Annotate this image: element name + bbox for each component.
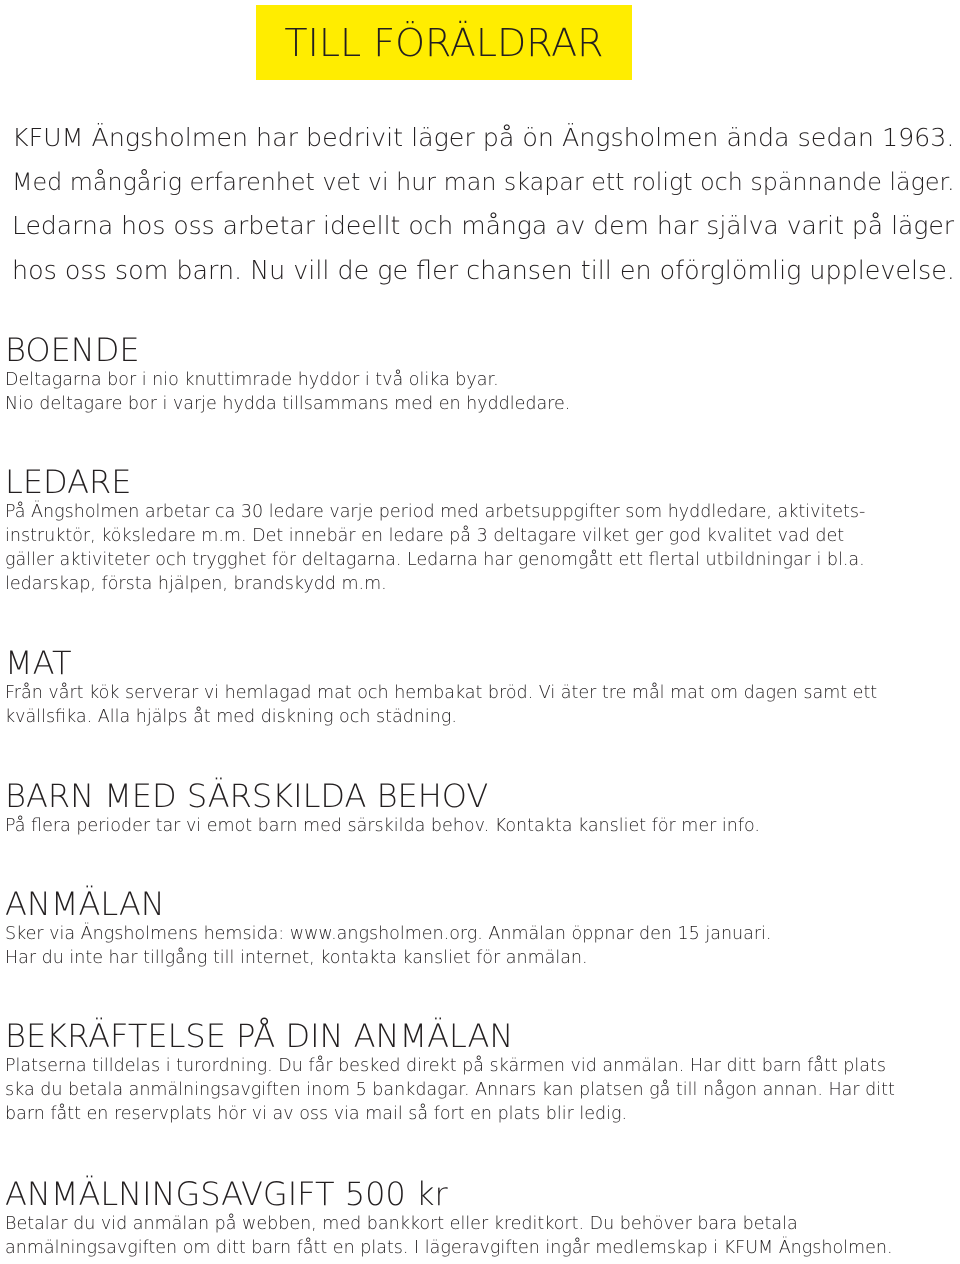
intro-line: Med mångårig erfarenhet vet vi hur man skapar ett roligt och spännande läger. [12, 168, 955, 196]
body-line: instruktör, köksledare m.m. Det innebär en ledare på 3 deltagare vilket ger god kvalitet vad det [5, 526, 845, 546]
body-line: Betalar du vid anmälan på webben, med bankkort eller kreditkort. Du behöver bara betala [5, 1214, 798, 1234]
title-banner [256, 5, 632, 80]
section-body [5, 681, 955, 729]
body-line: kvällsfika. Alla hjälps åt med diskning och städning. [5, 707, 457, 727]
body-line: På Ängsholmen arbetar ca 30 ledare varje period med arbetsuppgifter som hyddledare, aktivitets- [5, 502, 866, 522]
section-body [5, 368, 955, 416]
intro-paragraph [12, 116, 955, 292]
section-body [5, 500, 955, 596]
body-line: På flera perioder tar vi emot barn med särskilda behov. Kontakta kansliet för mer info. [5, 816, 760, 836]
section-sarskilda-behov [5, 778, 955, 838]
body-line: Deltagarna bor i nio knuttimrade hyddor i två olika byar. [5, 370, 499, 390]
intro-line: hos oss som barn. Nu vill de ge fler chansen till en oförglömlig upplevelse. [12, 255, 955, 285]
intro-line: Ledarna hos oss arbetar ideellt och många av dem har själva varit på läger [12, 211, 955, 240]
section-ledare [5, 464, 955, 596]
body-line: barn fått en reservplats hör vi av oss via mail så fort en plats blir ledig. [5, 1104, 628, 1124]
section-anmalan [5, 886, 955, 970]
body-line: ledarskap, första hjälpen, brandskydd m.m. [5, 574, 387, 594]
body-line: Har du inte har tillgång till internet, kontakta kansliet för anmälan. [5, 948, 588, 968]
section-bekraftelse [5, 1018, 955, 1126]
section-body [5, 1212, 955, 1260]
section-anmalningsavgift [5, 1176, 955, 1260]
section-body [5, 814, 955, 838]
section-heading: ANMÄLNINGSAVGIFT 500 kr [5, 1175, 448, 1213]
section-heading: BEKRÄFTELSE PÅ DIN ANMÄLAN [5, 1017, 514, 1055]
section-heading: MAT [5, 644, 72, 682]
section-body [5, 1054, 955, 1126]
section-heading: BARN MED SÄRSKILDA BEHOV [5, 777, 489, 815]
section-boende [5, 332, 955, 416]
body-line: ska du betala anmälningsavgiften inom 5 bankdagar. Annars kan platsen gå till någon annan. Har ditt [5, 1080, 895, 1100]
body-line: Från vårt kök serverar vi hemlagad mat och hembakat bröd. Vi äter tre mål mat om dagen samt ett [5, 683, 878, 703]
section-heading: ANMÄLAN [5, 885, 165, 923]
intro-line: KFUM Ängsholmen har bedrivit läger på ön Ängsholmen ända sedan 1963. [12, 123, 955, 152]
section-heading: BOENDE [5, 331, 140, 369]
section-mat [5, 645, 955, 729]
page-title: TILL FÖRÄLDRAR [284, 20, 604, 65]
body-line: gäller aktiviteter och trygghet för deltagarna. Ledarna har genomgått ett flertal utbildningar i bl.a. [5, 550, 865, 570]
body-line: Platserna tilldelas i turordning. Du får besked direkt på skärmen vid anmälan. Har ditt barn fått plats [5, 1056, 886, 1076]
body-line: Nio deltagare bor i varje hydda tillsammans med en hyddledare. [5, 394, 571, 414]
body-line: Sker via Ängsholmens hemsida: www.angsholmen.org. Anmälan öppnar den 15 januari. [5, 924, 772, 944]
section-body [5, 922, 955, 970]
body-line: anmälningsavgiften om ditt barn fått en plats. I lägeravgiften ingår medlemskap i KFUM Ängsholmen. [5, 1238, 893, 1258]
section-heading: LEDARE [5, 463, 132, 501]
